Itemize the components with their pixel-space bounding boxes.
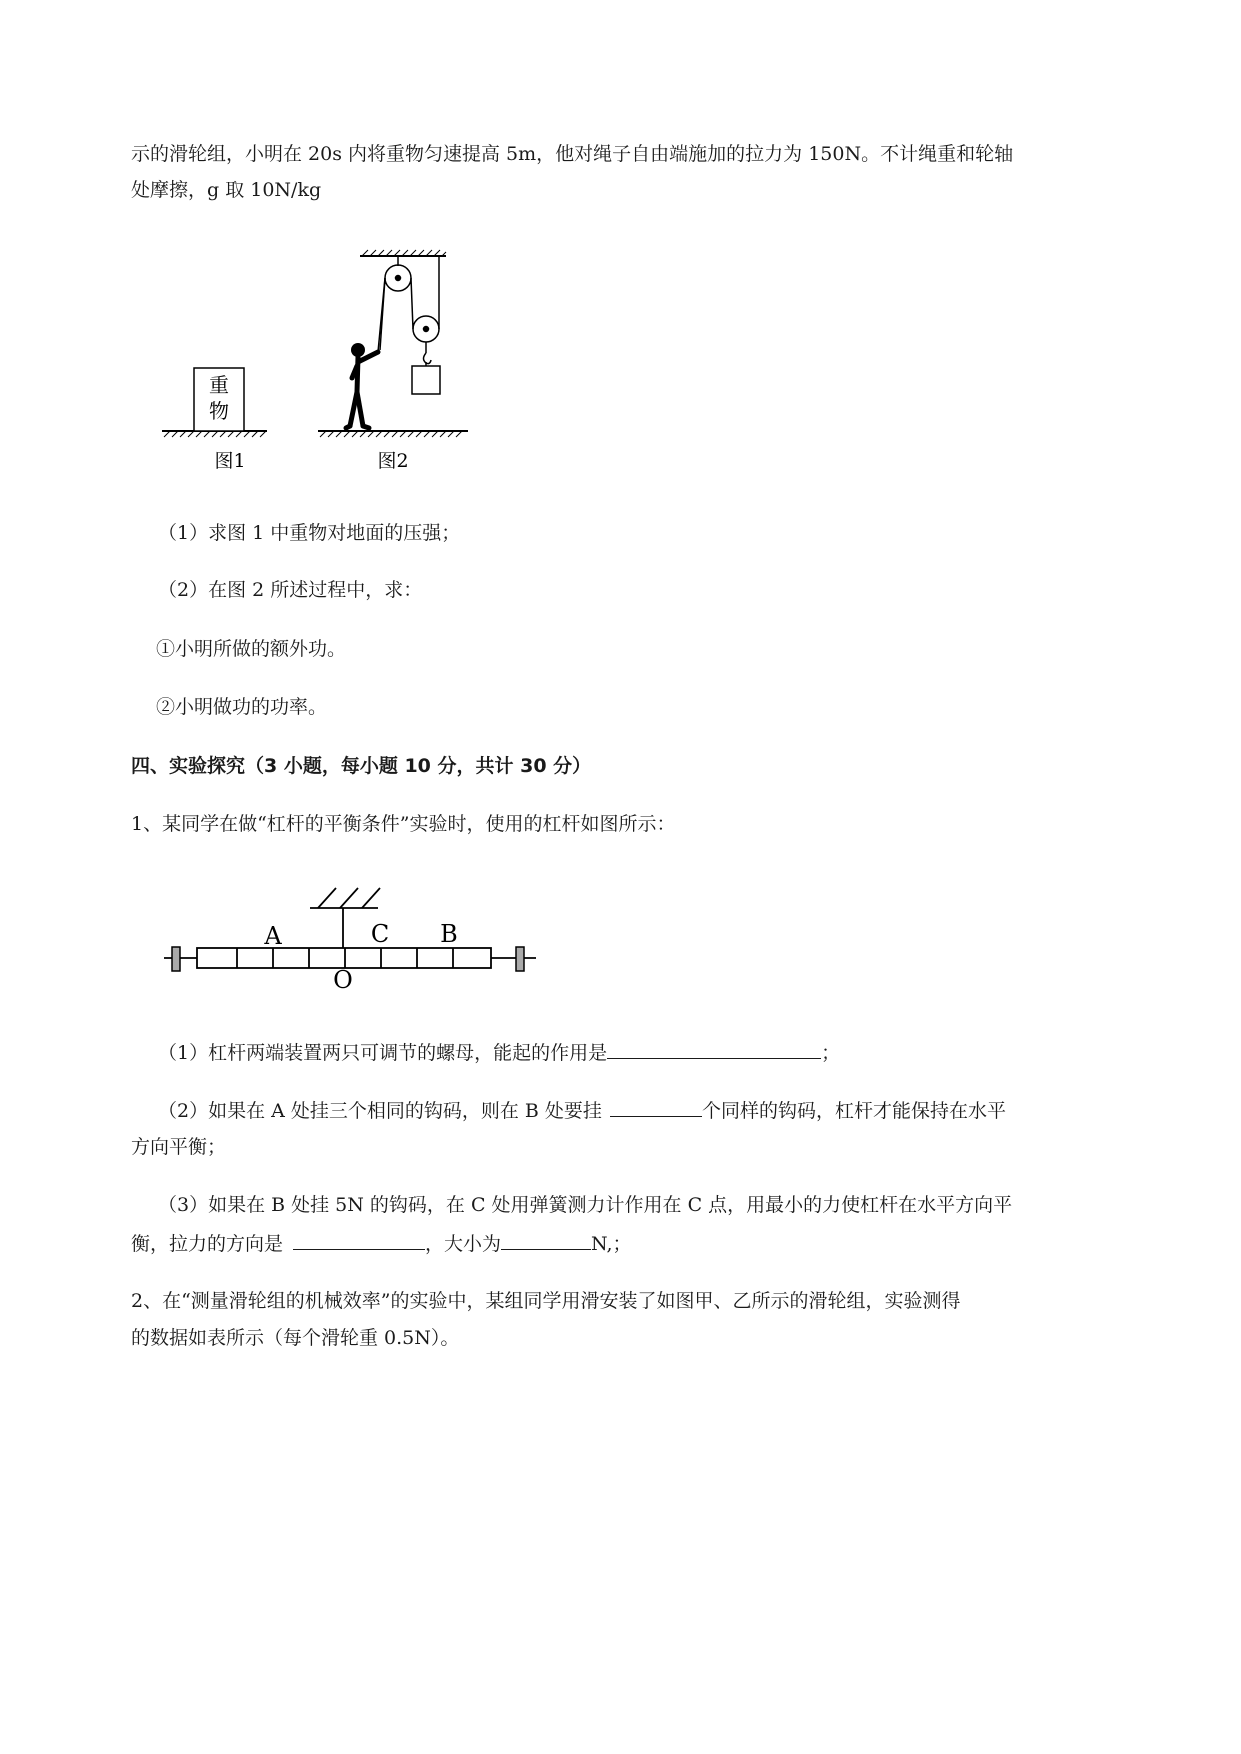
weight-box-char1: 重 (209, 373, 229, 397)
right-balance-nut (516, 947, 524, 971)
pulley-figure (150, 240, 480, 480)
figure1-caption: 图1 (214, 450, 246, 472)
exp1-q2-line2: 方向平衡； (131, 1136, 227, 1158)
stick-person (346, 343, 378, 428)
weight-box-char2: 物 (209, 399, 229, 423)
figure2-caption: 图2 (377, 450, 409, 472)
exp1-q3-line1: （3）如果在 B 处挂 5N 的钩码，在 C 处用弹簧测力计作用在 C 点，用最小的力使杠杆在水平方向平 (158, 1194, 1013, 1216)
subq-1: （1）求图 1 中重物对地面的压强； (158, 522, 461, 544)
exp1-q3-magnitude-blank[interactable] (501, 1229, 591, 1250)
problem-intro-line2: 处摩擦，g 取 10N/kg (131, 179, 322, 201)
lever-figure (160, 880, 550, 995)
pulley-system (380, 256, 440, 394)
subq-2b: ②小明做功的功率。 (156, 696, 328, 718)
exp1-q1-end: ； (821, 1042, 841, 1064)
exp1-q2-text-b: 个同样的钩码，杠杆才能保持在水平 (701, 1100, 1006, 1122)
section4-heading: 四、实验探究（3 小题，每小题 10 分，共计 30 分） (131, 755, 592, 777)
left-balance-nut (172, 947, 180, 971)
exp1-q3-line2 (131, 1229, 631, 1257)
subq-2: （2）在图 2 所述过程中，求： (158, 579, 423, 601)
exp1-q3-text-c: N,； (591, 1233, 632, 1255)
lever-label-C: C (370, 920, 390, 948)
exp1-q1 (158, 1038, 840, 1066)
exp2-line1: 2、在“测量滑轮组的机械效率”的实验中，某组同学用滑安装了如图甲、乙所示的滑轮组，实验测得 (131, 1290, 961, 1312)
exp2-line2: 的数据如表所示（每个滑轮重 0.5N）。 (131, 1327, 460, 1349)
lever-label-O: O (333, 966, 353, 994)
subq-2a: ①小明所做的额外功。 (156, 638, 347, 660)
lever-label-A: A (264, 922, 282, 950)
exp1-q2-blank[interactable] (610, 1096, 702, 1117)
exp1-q3-text-b: ，大小为 (425, 1233, 502, 1255)
exp1-q3-direction-blank[interactable] (293, 1229, 425, 1250)
lever-label-B: B (440, 920, 458, 948)
exp1-intro: 1、某同学在做“杠杆的平衡条件”实验时，使用的杠杆如图所示： (131, 813, 676, 835)
exp1-q2 (158, 1096, 1006, 1124)
exp1-q3-text-a: 衡，拉力的方向是 (131, 1233, 284, 1255)
exp1-q1-blank[interactable] (607, 1038, 821, 1059)
exp1-q2-text-a: （2）如果在 A 处挂三个相同的钩码，则在 B 处要挂 (158, 1100, 602, 1122)
exp1-q1-text: （1）杠杆两端装置两只可调节的螺母，能起的作用是 (158, 1042, 608, 1064)
problem-intro-line1: 示的滑轮组，小明在 20s 内将重物匀速提高 5m，他对绳子自由端施加的拉力为 150N。不计绳重和轮轴 (131, 143, 1014, 165)
